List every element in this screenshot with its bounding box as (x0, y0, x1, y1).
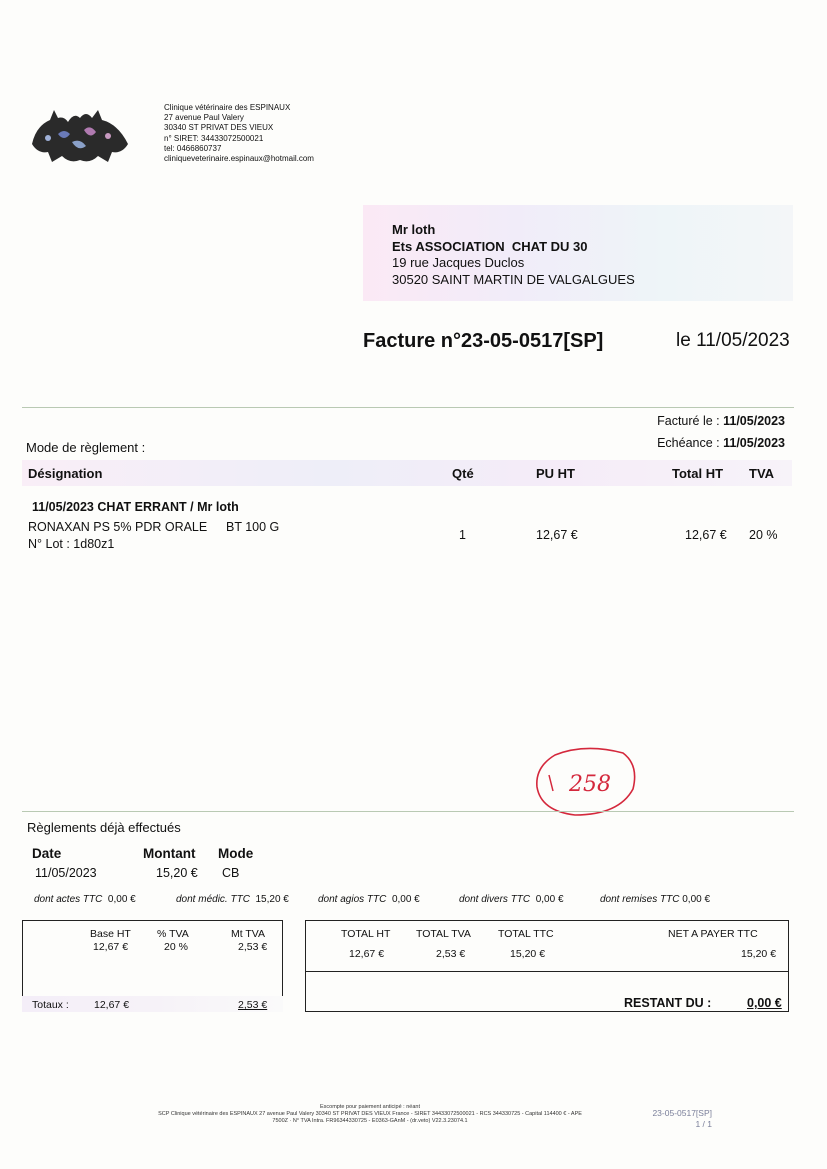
item-pack: BT 100 G (226, 520, 280, 534)
total-ttc: 15,20 € (510, 948, 546, 960)
total-tva-label: TOTAL TVA (416, 928, 471, 940)
item-product: RONAXAN PS 5% PDR ORALE (28, 520, 208, 534)
total-ttc-label: TOTAL TTC (498, 928, 554, 940)
payment-date: 11/05/2023 (35, 866, 97, 880)
footer-page-number: 1 / 1 (695, 1119, 712, 1129)
clinic-logo (28, 104, 132, 168)
payments-header-amount: Montant (143, 846, 196, 861)
invoice-title: Facture n°23-05-0517[SP] (363, 330, 604, 352)
breakdown-label: dont agios TTC (318, 894, 387, 905)
footer-legal (90, 1104, 650, 1125)
invoiced-value: 11/05/2023 (723, 414, 785, 428)
client-city: 30520 SAINT MARTIN DE VALGALGUES (392, 271, 635, 287)
invoiced-label: Facturé le : (657, 414, 720, 428)
vat-totals-base: 12,67 € (94, 999, 130, 1011)
payments-title: Règlements déjà effectués (27, 820, 181, 835)
header-tva: TVA (749, 466, 775, 481)
invoiced-date-row (657, 414, 785, 428)
breakdown-label: dont médic. TTC (176, 894, 250, 905)
due-value: 11/05/2023 (723, 436, 785, 450)
header-qty: Qté (452, 466, 474, 481)
remaining-label: RESTANT DU : (624, 996, 712, 1010)
item-tva: 20 % (749, 528, 778, 542)
invoice-date: le 11/05/2023 (676, 330, 790, 351)
divider (22, 407, 794, 408)
breakdown-value: 15,20 € (255, 894, 289, 905)
clinic-tel: tel: 0466860737 (164, 143, 222, 153)
due-date-row (657, 436, 785, 450)
client-company: Ets ASSOCIATION CHAT DU 30 (392, 238, 588, 254)
header-pu: PU HT (536, 466, 575, 481)
vat-base: 12,67 € (93, 941, 129, 953)
vat-rate: 20 % (164, 941, 188, 953)
breakdown-value: 0,00 € (535, 894, 564, 905)
footer-invoice-ref: 23-05-0517[SP] (652, 1108, 712, 1118)
vat-totals-amount: 2,53 € (238, 999, 268, 1011)
item-total: 12,67 € (685, 528, 727, 542)
total-tva: 2,53 € (436, 948, 466, 960)
vat-totals-label: Totaux : (32, 999, 69, 1011)
total-ht-label: TOTAL HT (341, 928, 391, 940)
payments-header-date: Date (32, 846, 62, 861)
clinic-email: cliniqueveterinaire.espinaux@hotmail.com (164, 154, 314, 164)
breakdown-value: 0,00 € (682, 894, 711, 905)
client-address (392, 222, 635, 288)
totals-divider (305, 971, 789, 972)
vat-header-rate: % TVA (157, 928, 189, 940)
item-group-title: 11/05/2023 CHAT ERRANT / Mr loth (32, 500, 239, 514)
stamp-text: 258 (569, 772, 611, 797)
net-amount: 15,20 € (741, 948, 777, 960)
vat-header-base: Base HT (90, 928, 131, 940)
breakdown-actes (34, 894, 136, 905)
breakdown-value: 0,00 € (107, 894, 136, 905)
payments-header-mode: Mode (218, 846, 254, 861)
payment-amount: 15,20 € (156, 866, 198, 880)
clinic-address: 27 avenue Paul Valery (164, 113, 244, 123)
handwritten-stamp (535, 745, 639, 819)
breakdown-label: dont divers TTC (459, 894, 531, 905)
breakdown-value: 0,00 € (391, 894, 420, 905)
net-label: NET A PAYER TTC (668, 928, 758, 940)
footer-line-3: 7500Z · N° TVA Intra. FR96344330725 - E0363-GAnM - (dr.veto) V22.3.23074.1 (272, 1118, 468, 1124)
footer-line-2: SCP Clinique vétérinaire des ESPINAUX 27 avenue Paul Valery 30340 ST PRIVAT DES VIEUX France - SIRET 34433072500021 - RCS 344330725 - Capital 114400 € - APE (158, 1111, 582, 1117)
clinic-city: 30340 ST PRIVAT DES VIEUX (164, 123, 274, 133)
breakdown-agios (318, 894, 420, 905)
footer-line-1: Escompte pour paiement anticipé : néant (320, 1104, 420, 1110)
breakdown-remises (600, 894, 710, 905)
header-total: Total HT (672, 466, 724, 481)
client-street: 19 rue Jacques Duclos (392, 255, 525, 270)
due-label: Echéance : (657, 436, 720, 450)
clinic-info (164, 103, 314, 164)
footer-reference (636, 1108, 712, 1130)
item-qty: 1 (459, 528, 466, 542)
breakdown-label: dont actes TTC (34, 894, 103, 905)
header-designation: Désignation (28, 466, 103, 481)
payment-mode: CB (222, 866, 240, 880)
item-pu: 12,67 € (536, 528, 578, 542)
payment-mode-label: Mode de règlement : (26, 440, 146, 455)
breakdown-medic (176, 894, 289, 905)
vat-amount: 2,53 € (238, 941, 268, 953)
clinic-siret: n° SIRET: 34433072500021 (164, 133, 264, 143)
breakdown-label: dont remises TTC (600, 894, 680, 905)
client-name: Mr loth (392, 222, 436, 237)
divider (22, 811, 794, 812)
total-ht: 12,67 € (349, 948, 385, 960)
vat-header-amount: Mt TVA (231, 928, 266, 940)
breakdown-divers (459, 894, 564, 905)
item-lot: N° Lot : 1d80z1 (28, 537, 115, 551)
clinic-name: Clinique vétérinaire des ESPINAUX (164, 103, 291, 112)
remaining-amount: 0,00 € (747, 996, 782, 1010)
